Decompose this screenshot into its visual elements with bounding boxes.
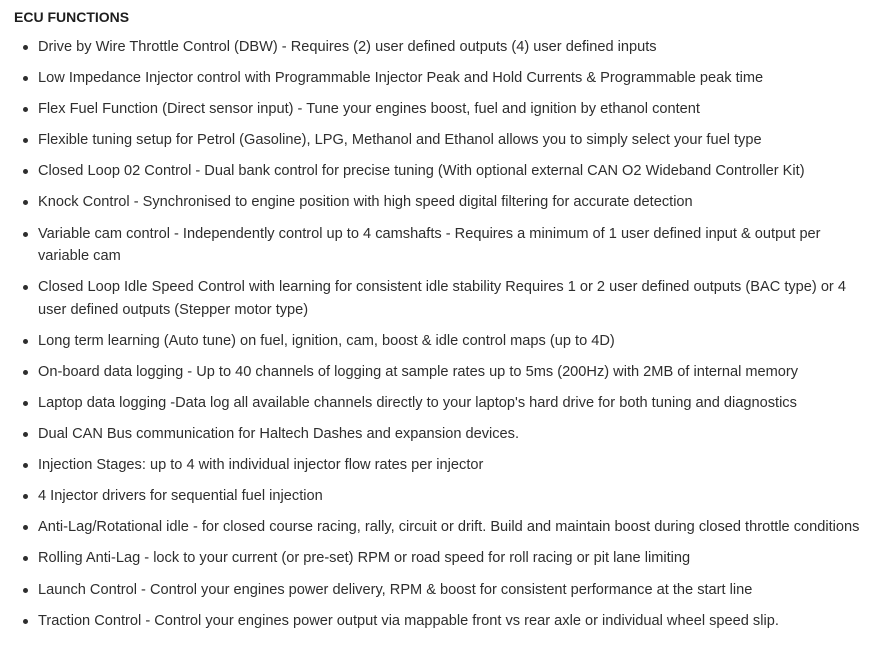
section-title: ECU FUNCTIONS [14,9,130,25]
list-item: Flexible tuning setup for Petrol (Gasoline), LPG, Methanol and Ethanol allows you to simply select your fuel type [14,129,863,152]
list-item: Launch Control - Control your engines power delivery, RPM & boost for consistent performance at the start line [14,579,863,602]
list-item: Low Impedance Injector control with Programmable Injector Peak and Hold Currents & Programmable peak time [14,67,863,90]
list-item: Anti-Lag/Rotational idle - for closed course racing, rally, circuit or drift. Build and maintain boost during closed throttle conditions [14,516,863,539]
list-item: Closed Loop Idle Speed Control with learning for consistent idle stability Requires 1 or 2 user defined outputs (BAC type) or 4 user defined outputs (Stepper motor type) [14,276,863,321]
list-item: 4 Injector drivers for sequential fuel injection [14,485,863,508]
list-item: Dual CAN Bus communication for Haltech Dashes and expansion devices. [14,423,863,446]
list-item: Injection Stages: up to 4 with individual injector flow rates per injector [14,454,863,477]
feature-list [14,36,883,632]
list-item: Traction Control - Control your engines power output via mappable front vs rear axle or individual wheel speed slip. [14,610,863,633]
list-item: Flex Fuel Function (Direct sensor input) - Tune your engines boost, fuel and ignition by ethanol content [14,98,863,121]
list-item: On-board data logging - Up to 40 channels of logging at sample rates up to 5ms (200Hz) with 2MB of internal memory [14,361,863,384]
list-item: Drive by Wire Throttle Control (DBW) - Requires (2) user defined outputs (4) user defined inputs [14,36,863,59]
list-item: Knock Control - Synchronised to engine position with high speed digital filtering for accurate detection [14,191,863,214]
list-item: Laptop data logging -Data log all available channels directly to your laptop's hard drive for both tuning and diagnostics [14,392,863,415]
list-item: Variable cam control - Independently control up to 4 camshafts - Requires a minimum of 1 user defined input & output per variable cam [14,223,863,268]
list-item: Long term learning (Auto tune) on fuel, ignition, cam, boost & idle control maps (up to 4D) [14,330,863,353]
list-item: Rolling Anti-Lag - lock to your current (or pre-set) RPM or road speed for roll racing or pit lane limiting [14,547,863,570]
list-item: Closed Loop 02 Control - Dual bank control for precise tuning (With optional external CAN O2 Wideband Controller Kit) [14,160,863,183]
